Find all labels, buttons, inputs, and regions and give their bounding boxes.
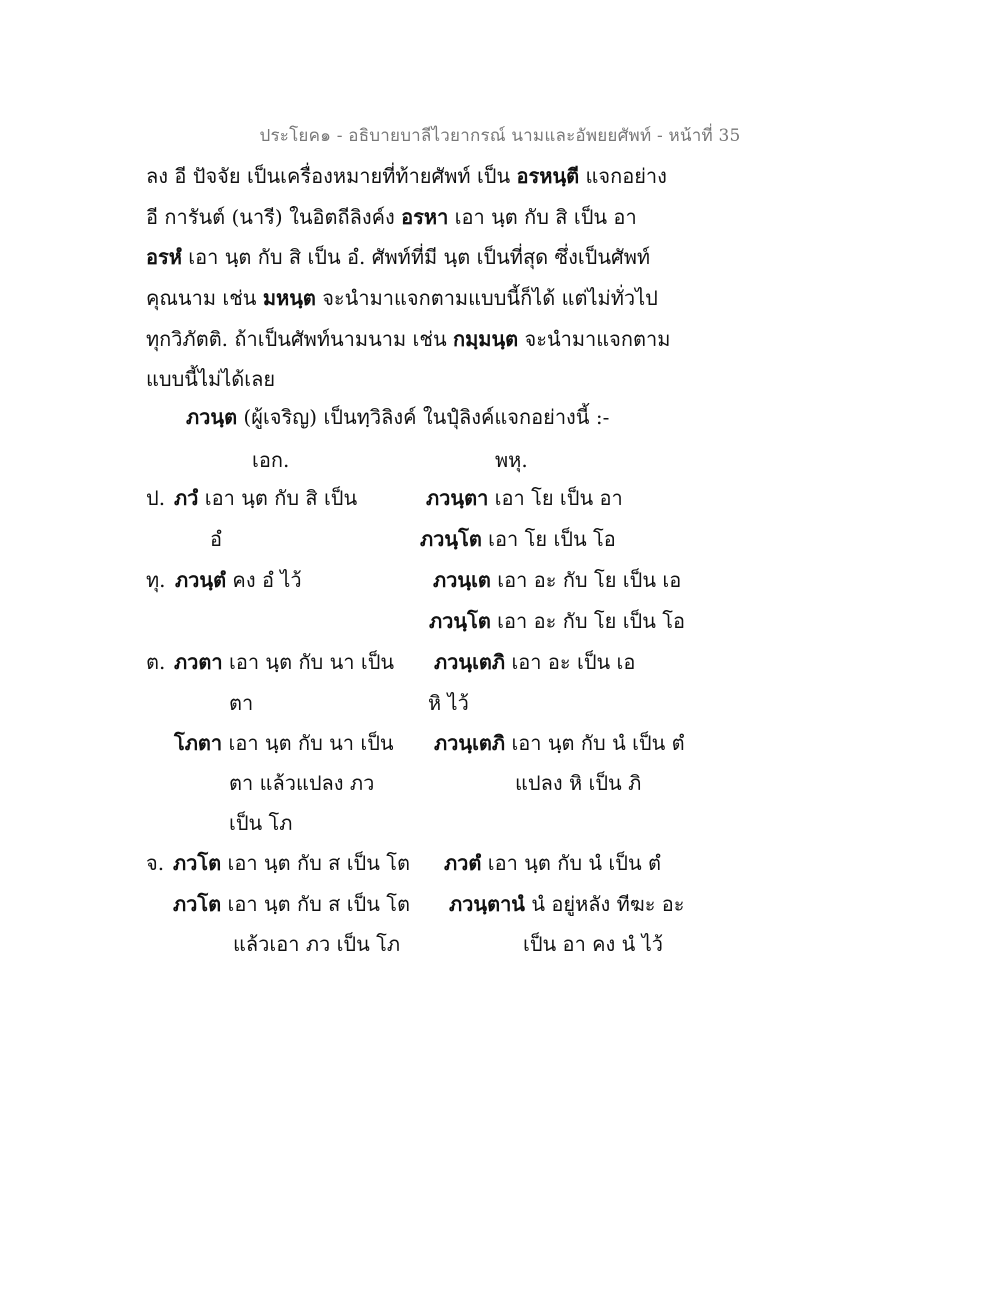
body-paragraph (146, 156, 706, 400)
dative-plural-1: ภวตํ เอา นฺต กับ นํ เป็น ตํ (444, 851, 661, 875)
case-label-instrumental: ต. (146, 650, 166, 674)
instrumental-singular-2-cont: เป็น โภ (229, 811, 293, 835)
nominative-singular-cont: อํ (210, 527, 223, 551)
dative-singular-1: ภวโต เอา นฺต กับ ส เป็น โต (173, 851, 410, 875)
nominative-singular: ภวํ เอา นฺต กับ สิ เป็น (174, 486, 358, 510)
accusative-plural-2: ภวนฺโต เอา อะ กับ โย เป็น โอ (429, 609, 686, 633)
nominative-plural-1: ภวนฺตา เอา โย เป็น อา (426, 486, 623, 510)
paragraph-line: ทุกวิภัตติ. ถ้าเป็นศัพท์นามนาม เช่น กมฺมนฺต จะนำมาแจกตาม (146, 326, 671, 351)
instrumental-plural-1: ภวนฺเตภิ เอา อะ เป็น เอ (434, 650, 636, 674)
accusative-plural-1: ภวนฺเต เอา อะ กับ โย เป็น เอ (433, 568, 682, 592)
paragraph-line: แบบนี้ไม่ได้เลย (146, 367, 276, 392)
plural-header: พหุ. (495, 448, 528, 472)
nominative-plural-2: ภวนฺโต เอา โย เป็น โอ (420, 527, 616, 551)
accusative-singular: ภวนฺตํ คง อํ ไว้ (175, 568, 302, 592)
instrumental-plural-1-cont: หิ ไว้ (428, 691, 469, 715)
instrumental-plural-2: ภวนฺเตภิ เอา นฺต กับ นํ เป็น ตํ (434, 731, 685, 755)
declension-intro: ภวนฺต (ผู้เจริญ) เป็นทฺวิลิงค์ ในปุํลิงค์แจกอย่างนี้ :- (186, 405, 610, 429)
case-label-nominative: ป. (146, 486, 166, 510)
dative-plural-2: ภวนฺตานํ นํ อยู่หลัง ทีฆะ อะ (449, 892, 685, 916)
instrumental-singular-2-cont: ตา แล้วแปลง ภว (229, 771, 375, 795)
dative-singular-2: ภวโต เอา นฺต กับ ส เป็น โต (173, 892, 410, 916)
instrumental-singular-2: โภตา เอา นฺต กับ นา เป็น (174, 731, 394, 755)
dative-plural-2-cont: เป็น อา คง นํ ไว้ (523, 932, 663, 956)
paragraph-line: ลง อี ปัจจัย เป็นเครื่องหมายที่ท้ายศัพท์ เป็น อรหนฺตี แจกอย่าง (146, 164, 667, 188)
instrumental-singular-1: ภวตา เอา นฺต กับ นา เป็น (174, 650, 395, 674)
singular-header: เอก. (252, 448, 290, 472)
paragraph-line: อี การันต์ (นารี) ในอิตถีลิงค์ง อรหา เอา นฺต กับ สิ เป็น อา (146, 204, 637, 229)
case-label-accusative: ทุ. (146, 568, 166, 592)
paragraph-line: อรหํ เอา นฺต กับ สิ เป็น อํ. ศัพท์ที่มี นฺต เป็นที่สุด ซึ่งเป็นศัพท์ (146, 245, 651, 270)
instrumental-singular-1-cont: ตา (229, 691, 254, 715)
page-header: ประโยค๑ - อธิบายบาลีไวยากรณ์ นามและอัพยยศัพท์ - หน้าที่ 35 (259, 126, 741, 146)
paragraph-line: คุณนาม เช่น มหนฺต จะนำมาแจกตามแบบนี้ก็ได้ แต่ไม่ทั่วไป (146, 286, 658, 311)
case-label-dative: จ. (146, 851, 165, 875)
dative-singular-2-cont: แล้วเอา ภว เป็น โภ (233, 932, 401, 956)
instrumental-plural-2-cont: แปลง หิ เป็น ภิ (515, 771, 642, 795)
